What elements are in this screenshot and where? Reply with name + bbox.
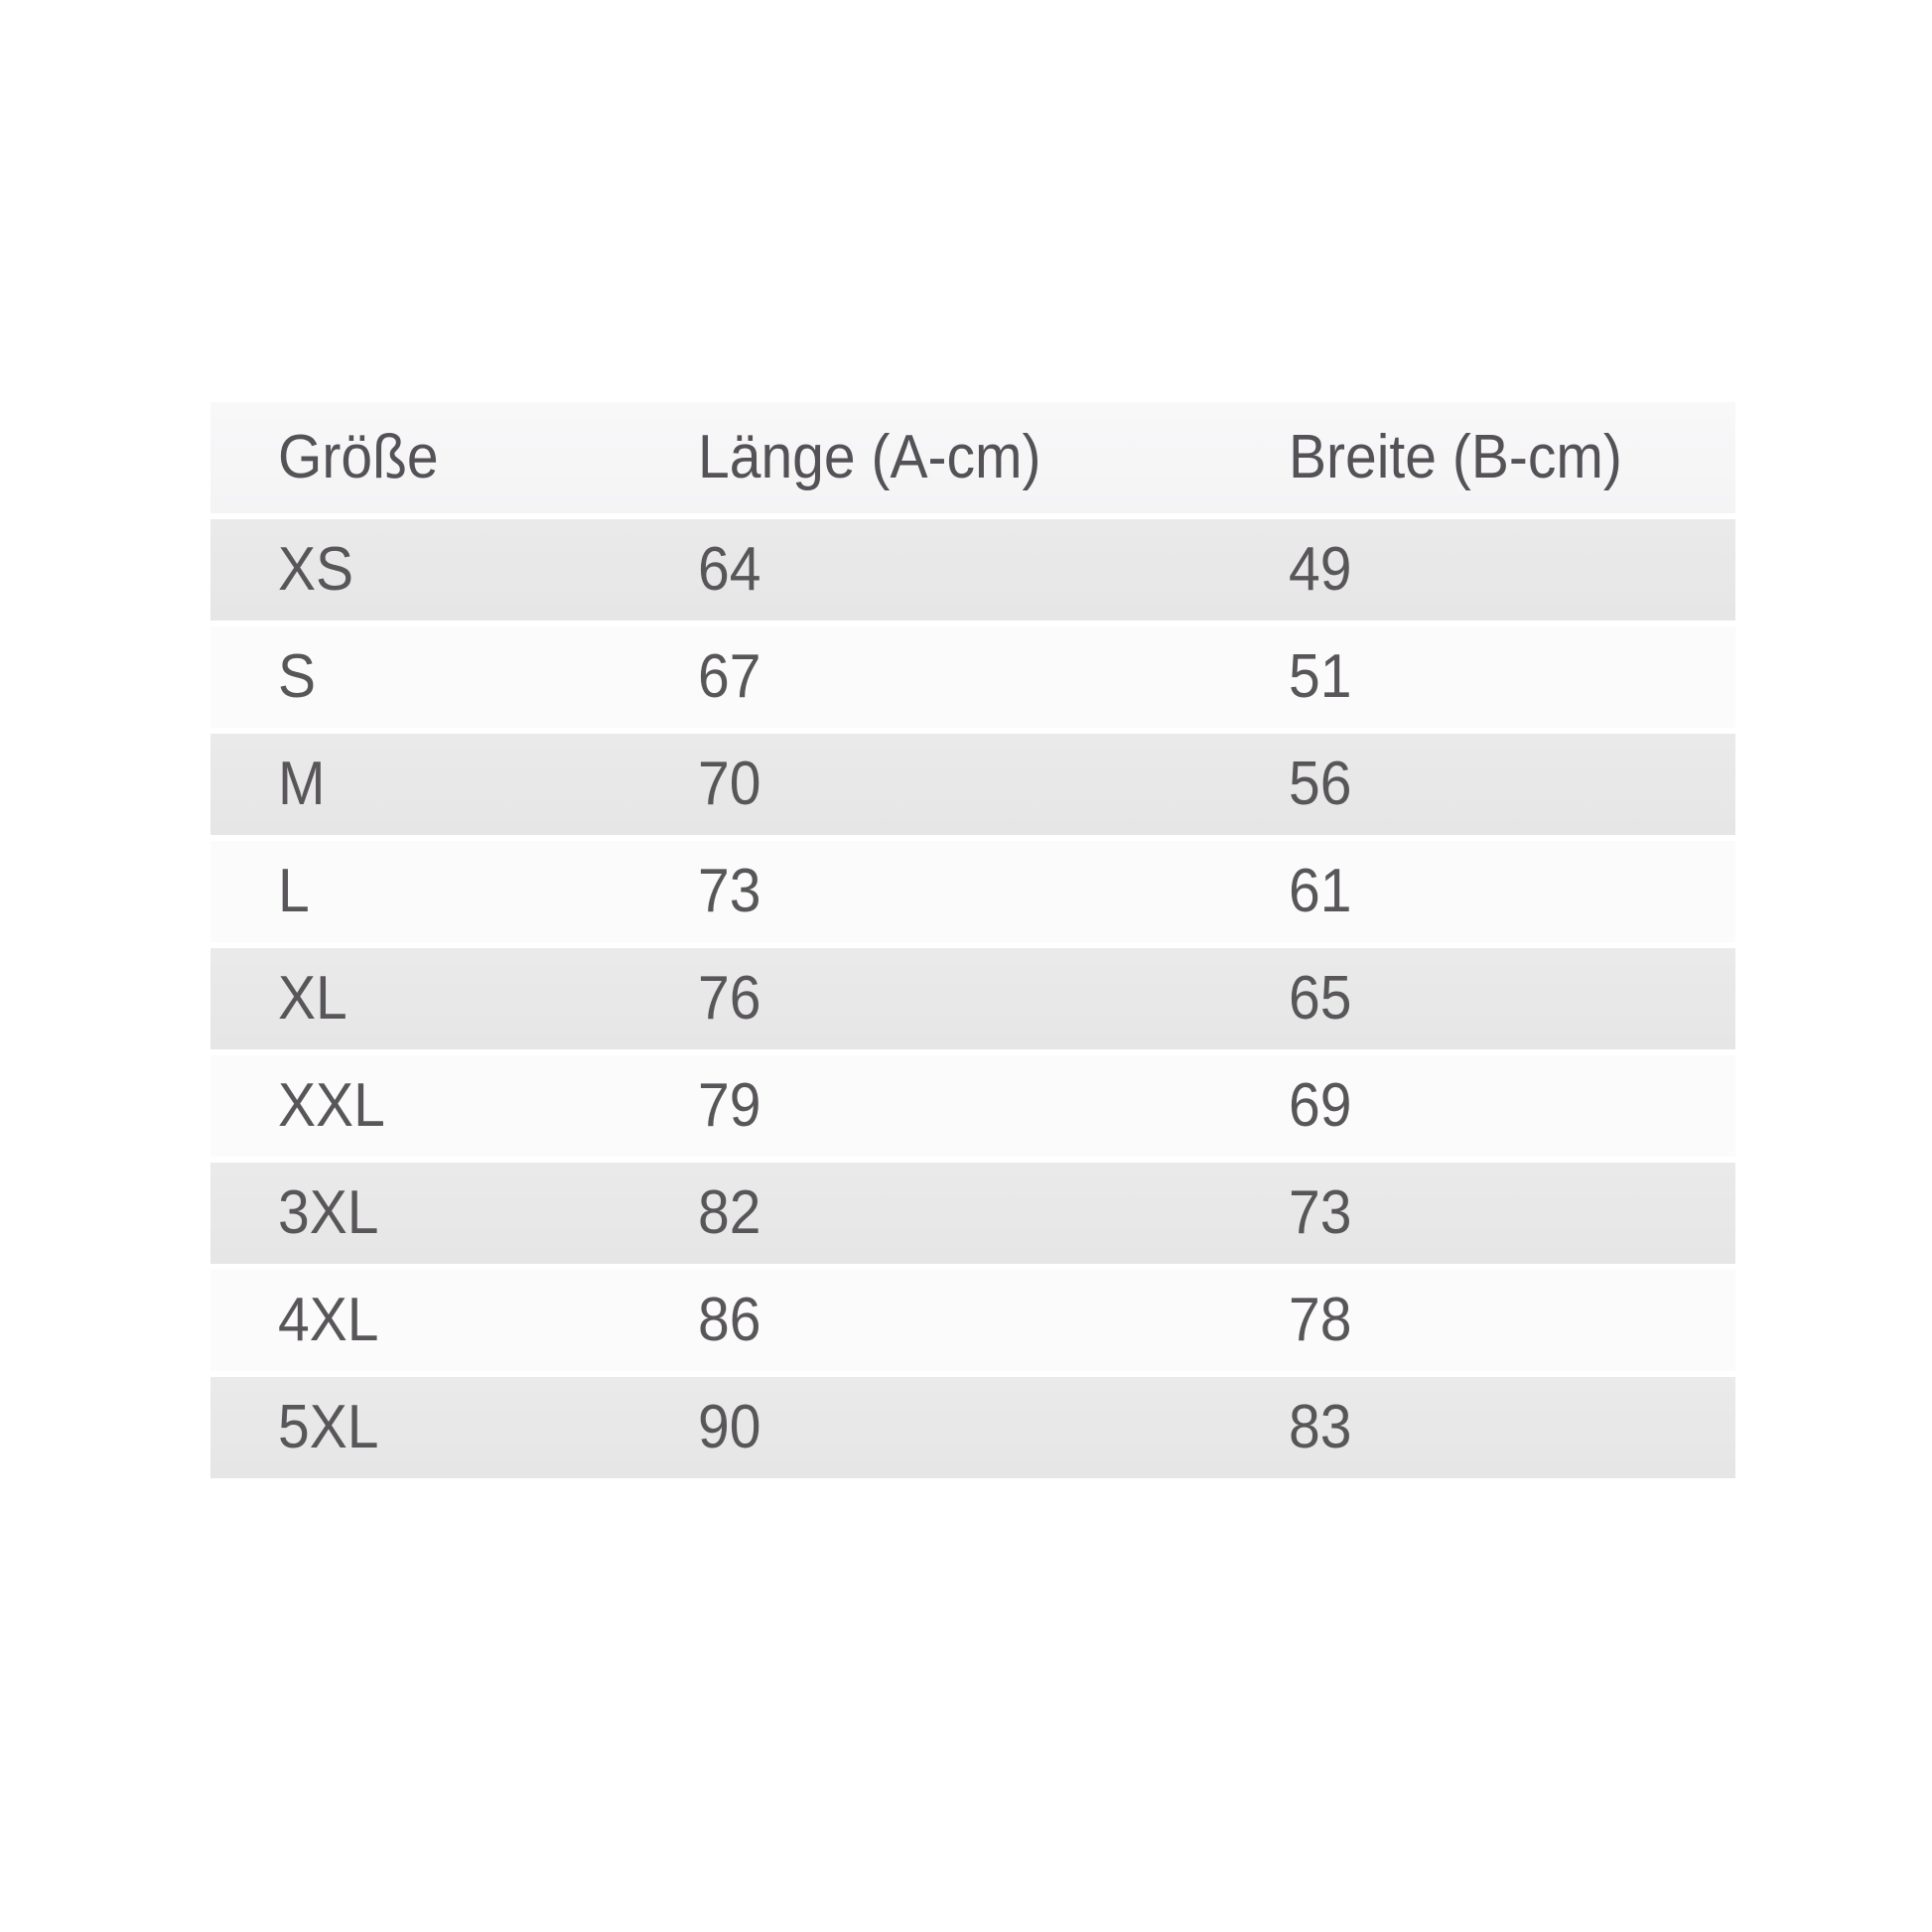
size-value: XS bbox=[278, 535, 354, 604]
size-value: 3XL bbox=[278, 1178, 379, 1247]
width-cell bbox=[1221, 1071, 1735, 1140]
length-cell bbox=[630, 1286, 1221, 1354]
width-cell bbox=[1221, 535, 1735, 604]
size-value: XL bbox=[278, 964, 347, 1033]
width-value: 56 bbox=[1289, 750, 1352, 818]
length-cell bbox=[630, 1393, 1221, 1461]
size-value: M bbox=[278, 750, 326, 818]
table-row-m bbox=[210, 728, 1735, 835]
size-cell bbox=[210, 1178, 630, 1247]
length-value: 86 bbox=[698, 1286, 761, 1354]
length-value: 79 bbox=[698, 1071, 761, 1140]
size-value: XXL bbox=[278, 1071, 385, 1140]
width-cell bbox=[1221, 964, 1735, 1033]
length-value: 76 bbox=[698, 964, 761, 1033]
width-cell bbox=[1221, 1393, 1735, 1461]
size-value: L bbox=[278, 857, 310, 925]
length-cell bbox=[630, 750, 1221, 818]
table-row-xl bbox=[210, 942, 1735, 1049]
width-cell bbox=[1221, 1286, 1735, 1354]
header-cell-width bbox=[1221, 423, 1735, 491]
size-cell bbox=[210, 535, 630, 604]
column-header-width: Breite (B-cm) bbox=[1289, 423, 1622, 491]
size-cell bbox=[210, 1393, 630, 1461]
table-row-s bbox=[210, 621, 1735, 728]
length-cell bbox=[630, 1178, 1221, 1247]
table-row-xs bbox=[210, 513, 1735, 621]
table-row-5xl bbox=[210, 1371, 1735, 1478]
header-cell-length bbox=[630, 423, 1221, 491]
width-cell bbox=[1221, 750, 1735, 818]
size-cell bbox=[210, 750, 630, 818]
length-value: 70 bbox=[698, 750, 761, 818]
length-cell bbox=[630, 964, 1221, 1033]
width-value: 78 bbox=[1289, 1286, 1352, 1354]
width-value: 51 bbox=[1289, 642, 1352, 711]
length-value: 73 bbox=[698, 857, 761, 925]
width-value: 61 bbox=[1289, 857, 1352, 925]
size-value: S bbox=[278, 642, 317, 711]
width-value: 83 bbox=[1289, 1393, 1352, 1461]
column-header-size: Größe bbox=[278, 423, 439, 491]
size-cell bbox=[210, 642, 630, 711]
width-value: 69 bbox=[1289, 1071, 1352, 1140]
length-cell bbox=[630, 1071, 1221, 1140]
length-value: 64 bbox=[698, 535, 761, 604]
size-chart-table bbox=[210, 402, 1735, 1478]
width-value: 49 bbox=[1289, 535, 1352, 604]
column-header-length: Länge (A-cm) bbox=[698, 423, 1041, 491]
width-value: 73 bbox=[1289, 1178, 1352, 1247]
table-header-row bbox=[210, 402, 1735, 513]
length-cell bbox=[630, 642, 1221, 711]
length-cell bbox=[630, 857, 1221, 925]
width-value: 65 bbox=[1289, 964, 1352, 1033]
width-cell bbox=[1221, 1178, 1735, 1247]
width-cell bbox=[1221, 857, 1735, 925]
header-cell-size bbox=[210, 423, 630, 491]
size-value: 5XL bbox=[278, 1393, 379, 1461]
length-value: 90 bbox=[698, 1393, 761, 1461]
width-cell bbox=[1221, 642, 1735, 711]
size-cell bbox=[210, 964, 630, 1033]
table-row-l bbox=[210, 835, 1735, 942]
length-cell bbox=[630, 535, 1221, 604]
length-value: 67 bbox=[698, 642, 761, 711]
size-cell bbox=[210, 1286, 630, 1354]
size-value: 4XL bbox=[278, 1286, 379, 1354]
table-row-xxl bbox=[210, 1049, 1735, 1157]
length-value: 82 bbox=[698, 1178, 761, 1247]
table-row-3xl bbox=[210, 1157, 1735, 1264]
size-cell bbox=[210, 857, 630, 925]
size-cell bbox=[210, 1071, 630, 1140]
table-row-4xl bbox=[210, 1264, 1735, 1371]
